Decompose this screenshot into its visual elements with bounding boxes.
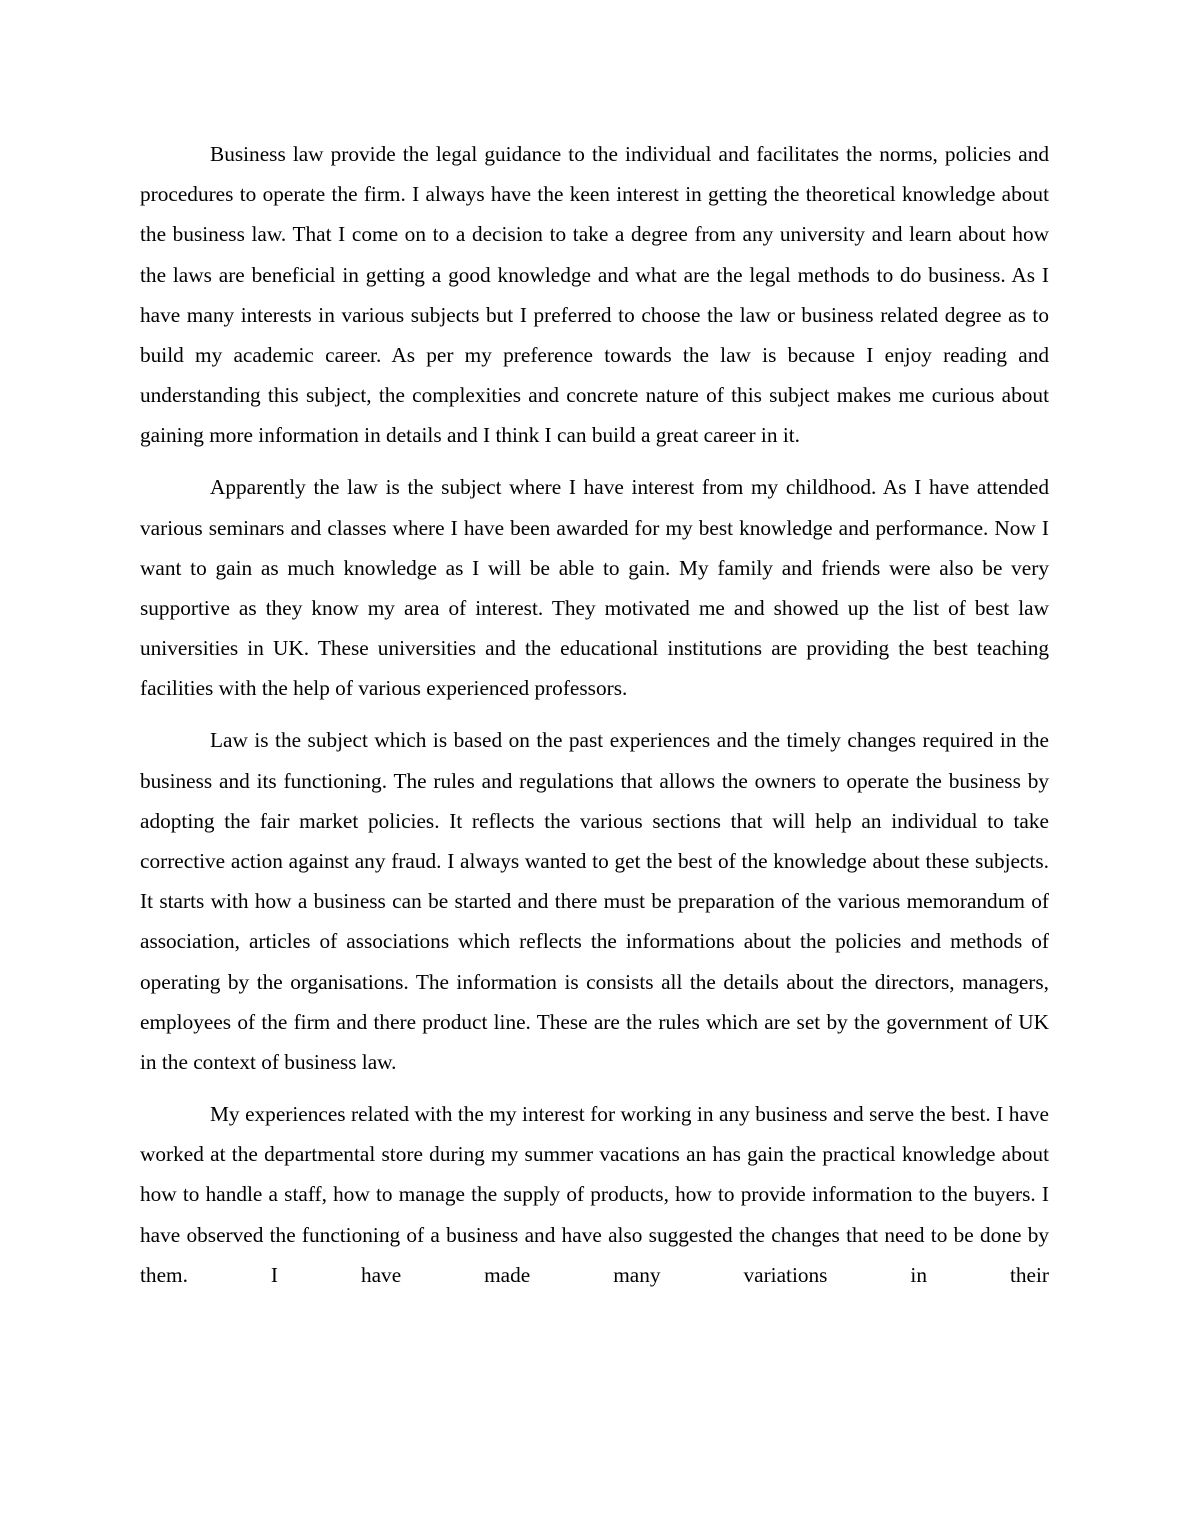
- paragraph-4: My experiences related with the my interest for working in any business and serve the best. I have worked at the departmental store during my summer vacations an has gain the practical knowledge about how to handle a staff, how to manage the supply of products, how to provide information to the buyers. I have observed the functioning of a business and have also suggested the changes that need to be done by them. I have made many variations in their: [140, 1102, 1049, 1287]
- document-body: [140, 134, 1049, 1307]
- paragraph-3: Law is the subject which is based on the past experiences and the timely changes required in the business and its functioning. The rules and regulations that allows the owners to operate the business by adopting the fair market policies. It reflects the various sections that will help an individual to take corrective action against any fraud. I always wanted to get the best of the knowledge about these subjects. It starts with how a business can be started and there must be preparation of the various memorandum of association, articles of associations which reflects the informations about the policies and methods of operating by the organisations. The information is consists all the details about the directors, managers, employees of the firm and there product line. These are the rules which are set by the government of UK in the context of business law.: [140, 728, 1049, 1075]
- paragraph-2: Apparently the law is the subject where I have interest from my childhood. As I have attended various seminars and classes where I have been awarded for my best knowledge and performance. Now I want to gain as much knowledge as I will be able to gain. My family and friends were also be very supportive as they know my area of interest. They motivated me and showed up the list of best law universities in UK. These universities and the educational institutions are providing the best teaching facilities with the help of various experienced professors.: [140, 475, 1049, 701]
- paragraph-1: Business law provide the legal guidance to the individual and facilitates the norms, policies and procedures to operate the firm. I always have the keen interest in getting the theoretical knowledge about the business law. That I come on to a decision to take a degree from any university and learn about how the laws are beneficial in getting a good knowledge and what are the legal methods to do business. As I have many interests in various subjects but I preferred to choose the law or business related degree as to build my academic career. As per my preference towards the law is because I enjoy reading and understanding this subject, the complexities and concrete nature of this subject makes me curious about gaining more information in details and I think I can build a great career in it.: [140, 142, 1049, 448]
